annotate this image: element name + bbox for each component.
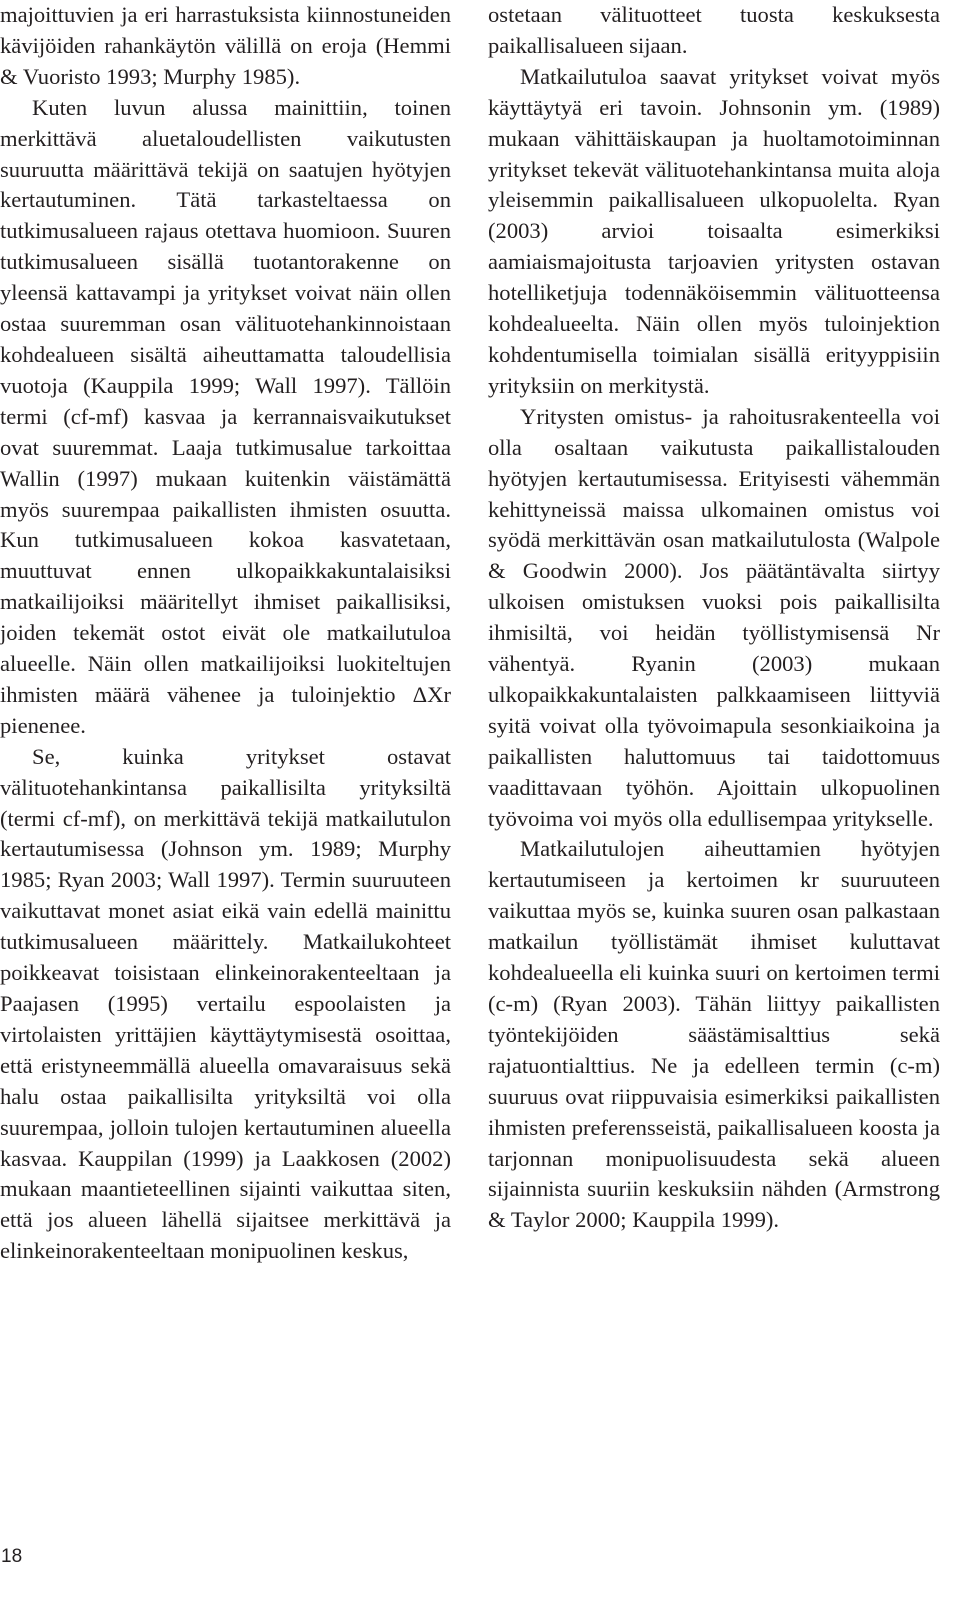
paragraph: Matkailutuloa saavat yritykset voivat myös käyttäytyä eri tavoin. Johnsonin ym. (1989) mukaan vähittäiskaupan ja huoltamotoiminnan yritykset tekevät välituotehankintansa muita aloja yleisemmin paikallisalueen ulkopuolelta. Ryan (2003) arvioi toisaalta esimerkiksi aamiaismajoitusta tarjoavien yritysten ostavan hotelliketjuja todennäköisemmin välituotteensa kohdealueelta. Näin ollen myös tuloinjektion kohdentumisella toimialan sisällä erityyppisiin yrityksiin on merkitystä. xyxy=(488,63,940,398)
right-column xyxy=(488,0,940,1236)
paragraph: Matkailutulojen aiheuttamien hyötyjen kertautumiseen ja kertoimen kr suuruuteen vaikuttaa myös se, kuinka suuren osan palkastaan matkailun työllistämät ihmiset kuluttavat kohdealueella eli kuinka suuri on kertoimen termi (c-m) (Ryan 2003). Tähän liittyy paikallisten työntekijöiden säästämisalttius sekä rajatuontialttius. Ne ja edelleen termin (c-m) suuruus ovat riippuvaisia esimerkiksi paikallisten ihmisten preferensseistä, paikallisalueen koosta ja tarjonnan monipuolisuudesta sekä alueen sijainnista suuriin keskuksiin nähden (Armstrong & Taylor 2000; Kauppila 1999). xyxy=(488,836,940,1233)
paragraph: ostetaan välituotteet tuosta keskuksesta paikallisalueen sijaan. xyxy=(488,2,940,58)
left-column xyxy=(0,0,451,1267)
paragraph: Se, kuinka yritykset ostavat välituotehankintansa paikallisilta yrityksiltä (termi cf-mf), on merkittävä tekijä matkailutulon kertautumisessa (Johnson ym. 1989; Murphy 1985; Ryan 2003; Wall 1997). Termin suuruuteen vaikuttavat monet asiat eikä vain edellä mainittu tutkimusalueen määrittely. Matkailukohteet poikkeavat toisistaan elinkeinorakenteeltaan ja Paajasen (1995) vertailu espoolaisten ja virtolaisten yrittäjien käyttäytymisestä osoittaa, että eristyneemmällä alueella omavaraisuus sekä halu ostaa paikallisilta yrityksiltä voi olla suurempaa, jolloin tulojen kertautuminen alueella kasvaa. Kauppilan (1999) ja Laakkosen (2002) mukaan maantieteellinen sijainti vaikuttaa siten, että jos alueen lähellä sijaitsee merkittävä ja elinkeinorakenteeltaan monipuolinen keskus, xyxy=(0,743,451,1264)
page-number: 18 xyxy=(1,1546,23,1567)
paragraph: majoittuvien ja eri harrastuksista kiinnostuneiden kävijöiden rahankäytön välillä on eroja (Hemmi & Vuoristo 1993; Murphy 1985). xyxy=(0,2,451,89)
paragraph: Kuten luvun alussa mainittiin, toinen merkittävä aluetaloudellisten vaikutusten suuruutta määrittävä tekijä on saatujen hyötyjen kertautuminen. Tätä tarkasteltaessa on tutkimusalueen rajaus otettava huomioon. Suuren tutkimusalueen sisällä tuotantorakenne on yleensä kattavampi ja yritykset voivat näin ollen ostaa suuremman osan välituotehankinnoistaan kohdealueen sisältä aiheuttamatta taloudellisia vuotoja (Kauppila 1999; Wall 1997). Tällöin termi (cf-mf) kasvaa ja kerrannaisvaikutukset ovat suuremmat. Laaja tutkimusalue tarkoittaa Wallin (1997) mukaan kuitenkin väistämättä myös suurempaa paikallisten ihmisten osuutta. Kun tutkimusalueen kokoa kasvatetaan, muuttuvat ennen ulkopaikkakuntalaisiksi matkailijoiksi määritellyt ihmiset paikallisiksi, joiden tekemät ostot eivät ole matkailutuloa alueelle. Näin ollen matkailijoiksi luokiteltujen ihmisten määrä vähenee ja tuloinjektio ΔXr pienenee. xyxy=(0,94,451,738)
paragraph: Yritysten omistus- ja rahoitusrakenteella voi olla osaltaan vaikutusta paikallistalouden hyötyjen kertautumisessa. Erityisesti vähemmän kehittyneissä maissa ulkomainen omistus voi syödä merkittävän osan matkailutulosta (Walpole & Goodwin 2000). Jos päätäntävalta siirtyy ulkoisen omistuksen vuoksi pois paikallisilta ihmisiltä, voi heidän työllistymisensä Nr vähentyä. Ryanin (2003) mukaan ulkopaikkakuntalaisten palkkaamiseen liittyviä syitä voivat olla työvoimapula sesonkiaikoina ja paikallisten haluttomuus tai taidottomuus vaadittavaan työhön. Ajoittain ulkopuolinen työvoima voi myös olla edullisempaa yritykselle. xyxy=(488,403,940,831)
